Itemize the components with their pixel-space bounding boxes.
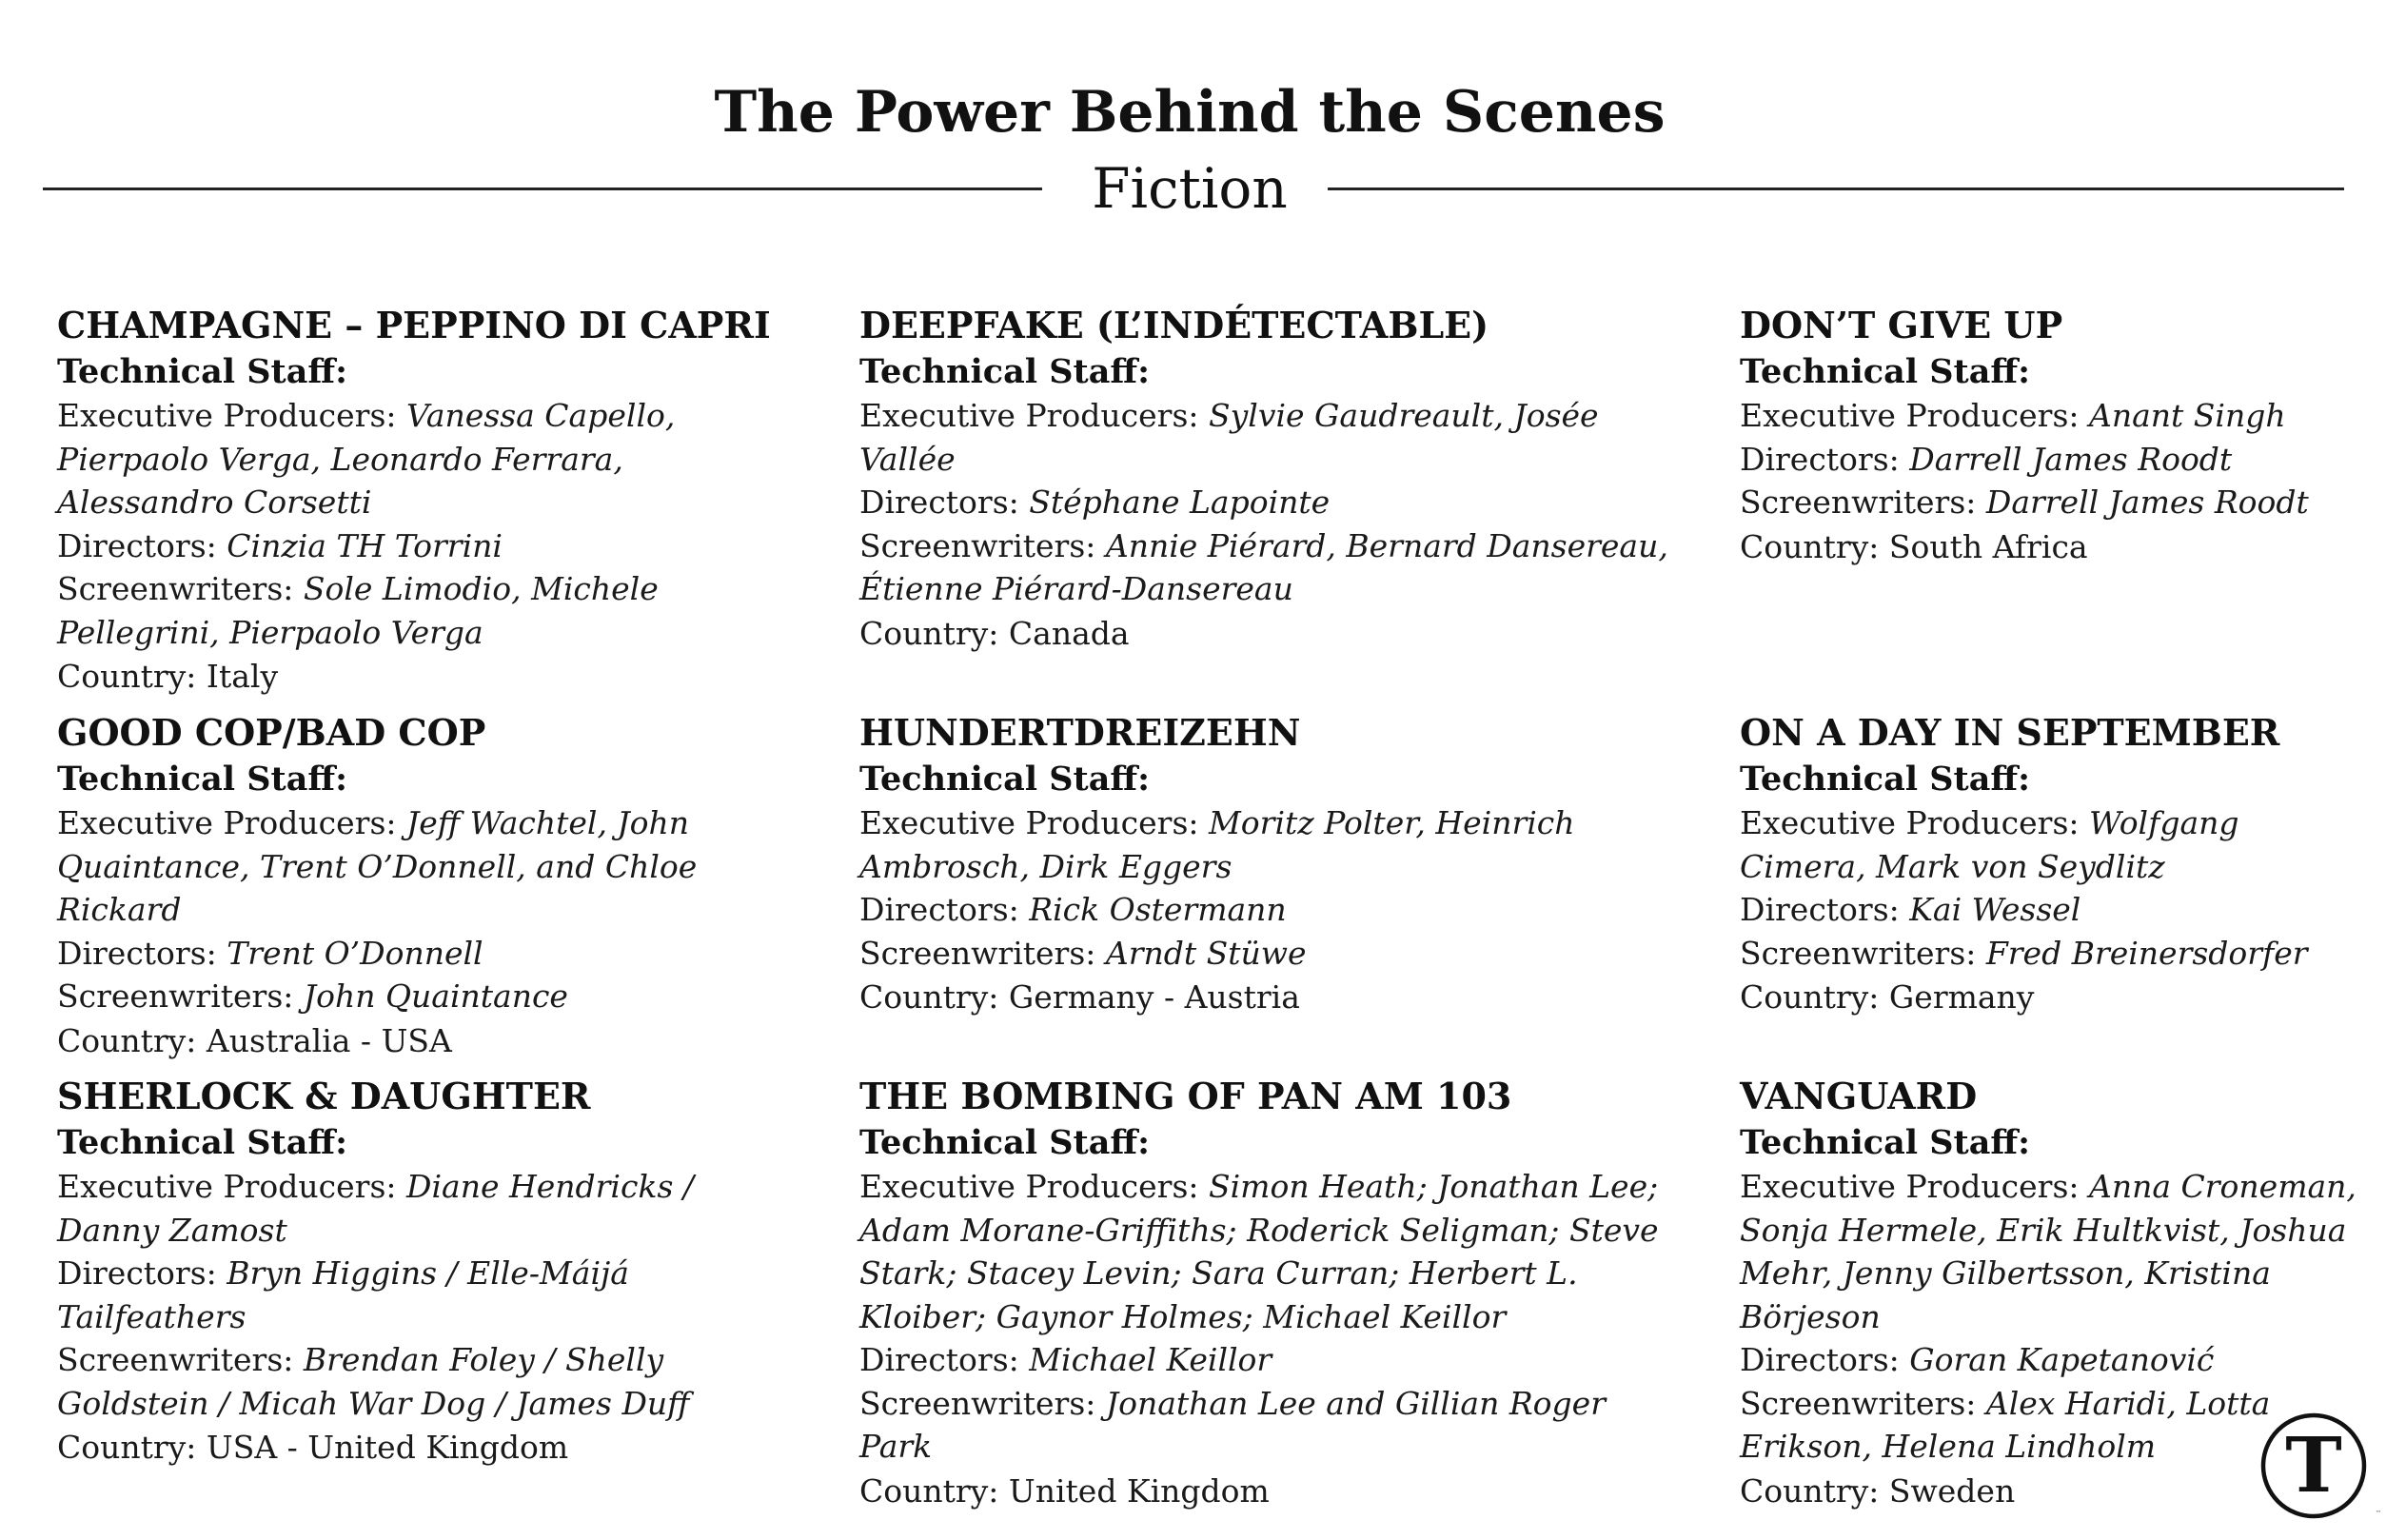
executive-producers-label: Executive Producers: bbox=[859, 1168, 1199, 1205]
directors-line bbox=[859, 888, 1678, 932]
film-title: ON A DAY IN SEPTEMBER bbox=[1740, 711, 2280, 754]
screenwriters-names: Sole Limodio, Michele Pellegrini, Pierpaolo Verga bbox=[57, 570, 659, 651]
executive-producers-line bbox=[57, 1165, 771, 1252]
directors-names: Michael Keillor bbox=[1029, 1341, 1272, 1378]
directors-names: Kai Wessel bbox=[1909, 891, 2081, 928]
screenwriters-line bbox=[859, 524, 1678, 611]
executive-producers-label: Executive Producers: bbox=[57, 804, 397, 841]
technical-staff-label: Technical Staff: bbox=[859, 760, 1151, 799]
country-line bbox=[1740, 524, 2358, 570]
technical-staff-label: Technical Staff: bbox=[1740, 1123, 2031, 1162]
directors-line bbox=[57, 932, 771, 976]
executive-producers-line bbox=[57, 801, 771, 932]
country-label: Country: bbox=[57, 1021, 197, 1059]
executive-producers-names: Simon Heath; Jonathan Lee; Adam Morane-Griffiths; Roderick Seligman; Steve Stark; Stacey Levin; Sara Curran; Herbert L. Kloiber; Gaynor Holmes; Michael Keillor bbox=[859, 1168, 1659, 1335]
country-line bbox=[57, 654, 771, 700]
country-value: Italy bbox=[206, 658, 279, 695]
directors-line bbox=[57, 1252, 771, 1338]
screenwriters-names: Darrell James Roodt bbox=[1985, 484, 2309, 521]
film-entry bbox=[859, 709, 1678, 1020]
country-value: United Kingdom bbox=[1008, 1471, 1270, 1510]
country-label: Country: bbox=[57, 1429, 197, 1466]
executive-producers-line bbox=[1740, 1165, 2358, 1338]
directors-names: Goran Kapetanović bbox=[1909, 1341, 2215, 1378]
executive-producers-label: Executive Producers: bbox=[1740, 804, 2080, 841]
executive-producers-line bbox=[859, 801, 1678, 888]
screenwriters-label: Screenwriters: bbox=[57, 570, 294, 607]
executive-producers-names: Vanessa Capello, Pierpaolo Verga, Leonardo Ferrara, Alessandro Corsetti bbox=[57, 397, 676, 521]
film-entry bbox=[1740, 302, 2358, 570]
film-entry bbox=[57, 709, 771, 1064]
brand-logo-icon bbox=[2257, 1411, 2386, 1521]
executive-producers-label: Executive Producers: bbox=[859, 804, 1199, 841]
directors-names: Darrell James Roodt bbox=[1909, 440, 2233, 478]
executive-producers-names: Jeff Wachtel, John Quaintance, Trent O’Donnell, and Chloe Rickard bbox=[57, 804, 698, 928]
executive-producers-names: Anna Croneman, Sonja Hermele, Erik Hultkvist, Joshua Mehr, Jenny Gilbertsson, Kristina Börjeson bbox=[1740, 1168, 2356, 1335]
technical-staff-label: Technical Staff: bbox=[1740, 352, 2031, 391]
executive-producers-label: Executive Producers: bbox=[1740, 397, 2080, 434]
executive-producers-names: Wolfgang Cimera, Mark von Seydlitz bbox=[1740, 804, 2239, 885]
film-entry bbox=[859, 1073, 1678, 1514]
page-title: The Power Behind the Scenes bbox=[714, 79, 1666, 146]
directors-label: Directors: bbox=[1740, 891, 1900, 928]
country-value: Sweden bbox=[1888, 1471, 2016, 1510]
country-label: Country: bbox=[1740, 527, 1880, 565]
country-line bbox=[57, 1018, 771, 1064]
screenwriters-names: Fred Breinersdorfer bbox=[1985, 934, 2308, 972]
directors-line bbox=[1740, 438, 2358, 482]
country-label: Country: bbox=[1740, 978, 1880, 1016]
screenwriters-line bbox=[1740, 932, 2358, 976]
directors-names: Trent O’Donnell bbox=[227, 934, 483, 972]
directors-label: Directors: bbox=[1740, 440, 1900, 478]
film-entry bbox=[57, 302, 771, 700]
country-value: USA - United Kingdom bbox=[206, 1429, 569, 1466]
film-entry bbox=[1740, 709, 2358, 1020]
section-subtitle: Fiction bbox=[1092, 156, 1288, 221]
directors-line bbox=[57, 524, 771, 568]
technical-staff-label: Technical Staff: bbox=[57, 760, 348, 799]
screenwriters-line bbox=[1740, 481, 2358, 524]
screenwriters-label: Screenwriters: bbox=[57, 1341, 294, 1378]
film-entry bbox=[57, 1073, 771, 1471]
country-line bbox=[1740, 975, 2358, 1020]
technical-staff-label: Technical Staff: bbox=[57, 352, 348, 391]
screenwriters-line bbox=[859, 1382, 1678, 1469]
country-label: Country: bbox=[57, 658, 197, 695]
country-label: Country: bbox=[859, 978, 999, 1016]
executive-producers-label: Executive Producers: bbox=[859, 397, 1199, 434]
film-title: CHAMPAGNE – PEPPINO DI CAPRI bbox=[57, 304, 771, 346]
screenwriters-names: Alex Haridi, Lotta Erikson, Helena Lindholm bbox=[1740, 1384, 2271, 1465]
directors-label: Directors: bbox=[859, 1341, 1019, 1378]
executive-producers-line bbox=[859, 394, 1678, 481]
screenwriters-names: John Quaintance bbox=[303, 977, 568, 1015]
film-title: THE BOMBING OF PAN AM 103 bbox=[859, 1075, 1512, 1117]
technical-staff-label: Technical Staff: bbox=[859, 1123, 1151, 1162]
directors-label: Directors: bbox=[859, 891, 1019, 928]
country-value: Germany - Austria bbox=[1008, 978, 1300, 1016]
film-title: GOOD COP/BAD COP bbox=[57, 711, 486, 754]
executive-producers-line bbox=[1740, 801, 2358, 888]
executive-producers-names: Sylvie Gaudreault, Josée Vallée bbox=[859, 397, 1599, 478]
country-value: Germany bbox=[1888, 978, 2035, 1016]
film-entry bbox=[859, 302, 1678, 657]
country-label: Country: bbox=[1740, 1471, 1880, 1510]
directors-label: Directors: bbox=[57, 1254, 217, 1292]
directors-line bbox=[1740, 1338, 2358, 1382]
country-line bbox=[859, 975, 1678, 1020]
svg-text:™: ™ bbox=[2375, 1510, 2382, 1517]
technical-staff-label: Technical Staff: bbox=[57, 1123, 348, 1162]
screenwriters-line bbox=[57, 567, 771, 654]
directors-line bbox=[859, 481, 1678, 524]
directors-label: Directors: bbox=[57, 934, 217, 972]
screenwriters-label: Screenwriters: bbox=[57, 977, 294, 1015]
technical-staff-label: Technical Staff: bbox=[1740, 760, 2031, 799]
screenwriters-names: Annie Piérard, Bernard Dansereau, Étienne Piérard-Dansereau bbox=[859, 526, 1668, 607]
directors-label: Directors: bbox=[57, 526, 217, 564]
film-title: HUNDERTDREIZEHN bbox=[859, 711, 1301, 754]
film-title: VANGUARD bbox=[1740, 1075, 1978, 1117]
svg-text:T: T bbox=[2285, 1420, 2342, 1510]
screenwriters-names: Brendan Foley / Shelly Goldstein / Micah War Dog / James Duff bbox=[57, 1341, 690, 1422]
executive-producers-line bbox=[57, 394, 771, 524]
directors-label: Directors: bbox=[859, 484, 1019, 521]
country-value: Australia - USA bbox=[206, 1021, 452, 1059]
directors-line bbox=[859, 1338, 1678, 1382]
country-value: South Africa bbox=[1888, 527, 2088, 565]
country-value: Canada bbox=[1008, 614, 1130, 652]
executive-producers-line bbox=[859, 1165, 1678, 1338]
directors-line bbox=[1740, 888, 2358, 932]
screenwriters-line bbox=[57, 975, 771, 1018]
executive-producers-names: Moritz Polter, Heinrich Ambrosch, Dirk Eggers bbox=[859, 804, 1575, 885]
country-label: Country: bbox=[859, 1471, 999, 1510]
executive-producers-label: Executive Producers: bbox=[57, 397, 397, 434]
directors-names: Bryn Higgins / Elle-Máijá Tailfeathers bbox=[57, 1254, 629, 1335]
screenwriters-line bbox=[57, 1338, 771, 1425]
technical-staff-label: Technical Staff: bbox=[859, 352, 1151, 391]
screenwriters-label: Screenwriters: bbox=[1740, 484, 1977, 521]
directors-names: Rick Ostermann bbox=[1029, 891, 1287, 928]
executive-producers-label: Executive Producers: bbox=[1740, 1168, 2080, 1205]
executive-producers-label: Executive Producers: bbox=[57, 1168, 397, 1205]
screenwriters-line bbox=[859, 932, 1678, 976]
screenwriters-names: Jonathan Lee and Gillian Roger Park bbox=[859, 1384, 1606, 1465]
screenwriters-label: Screenwriters: bbox=[859, 934, 1096, 972]
directors-names: Stéphane Lapointe bbox=[1029, 484, 1331, 521]
film-title: DON’T GIVE UP bbox=[1740, 304, 2063, 346]
screenwriters-label: Screenwriters: bbox=[1740, 1384, 1977, 1422]
country-label: Country: bbox=[859, 614, 999, 652]
film-title: SHERLOCK & DAUGHTER bbox=[57, 1075, 591, 1117]
screenwriters-names: Arndt Stüwe bbox=[1105, 934, 1307, 972]
country-line bbox=[859, 1469, 1678, 1514]
screenwriters-label: Screenwriters: bbox=[859, 526, 1096, 564]
country-line bbox=[57, 1425, 771, 1471]
country-line bbox=[859, 611, 1678, 657]
executive-producers-names: Diane Hendricks / Danny Zamost bbox=[57, 1168, 695, 1249]
screenwriters-label: Screenwriters: bbox=[859, 1384, 1096, 1422]
directors-label: Directors: bbox=[1740, 1341, 1900, 1378]
screenwriters-label: Screenwriters: bbox=[1740, 934, 1977, 972]
executive-producers-names: Anant Singh bbox=[2089, 397, 2286, 434]
directors-names: Cinzia TH Torrini bbox=[227, 526, 503, 564]
executive-producers-line bbox=[1740, 394, 2358, 438]
film-title: DEEPFAKE (L’INDÉTECTABLE) bbox=[859, 304, 1489, 346]
